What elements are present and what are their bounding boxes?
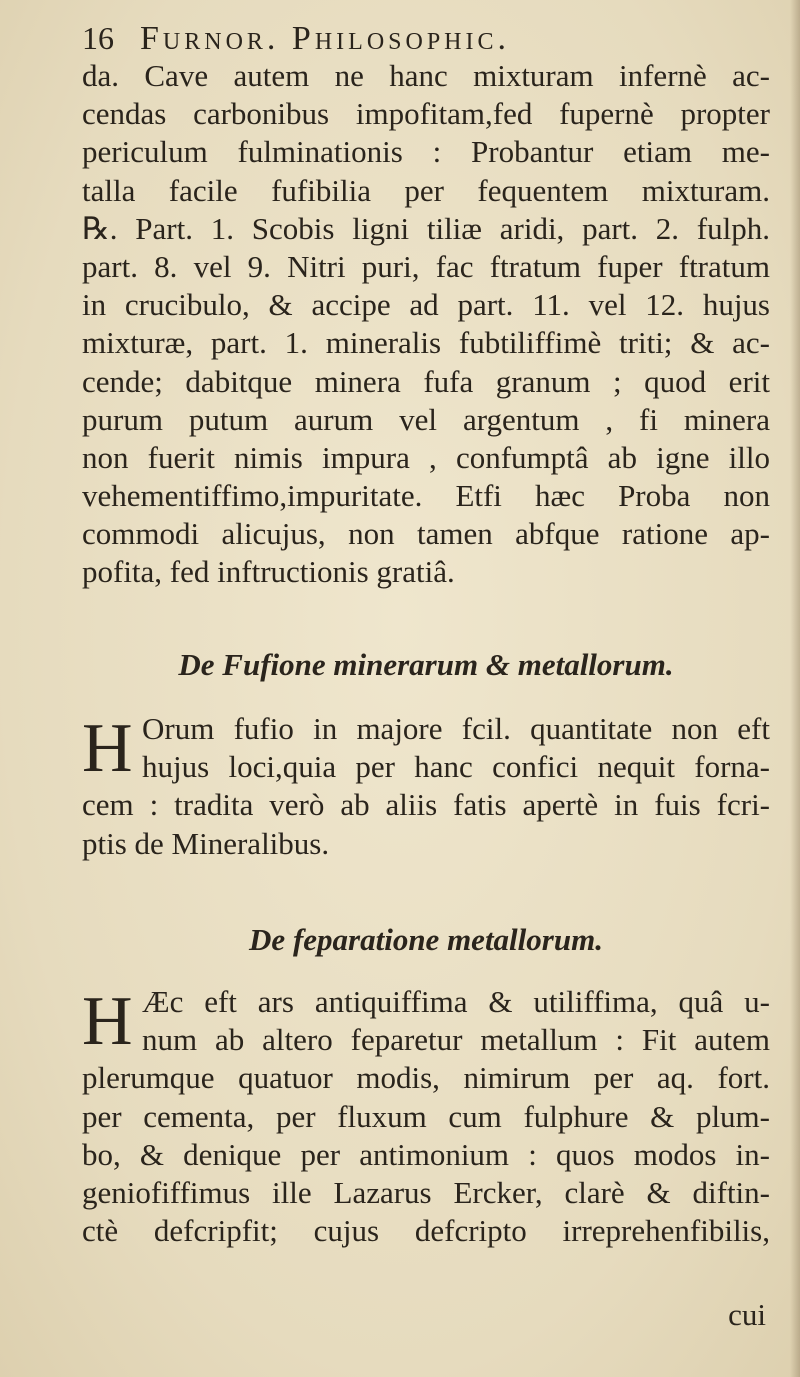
drop-cap: H [82,710,133,787]
text-line: cem : tradita verò ab aliis fatis apertè in fuis fcri- [82,787,770,823]
text-line: geniofiffimus ille Lazarus Ercker, clarè & diftin- [82,1174,770,1210]
drop-cap: H [82,983,133,1060]
text-line: Æc eft ars antiquiffima & utiliffima, quâ u- [142,984,770,1019]
text-line: ℞. Part. 1. Scobis ligni tiliæ aridi, part. 2. fulph. [82,210,770,246]
paragraph-1 [82,57,770,592]
text-line: non fuerit nimis impura , confumptâ ab igne illo [82,439,770,475]
text-line: num ab altero feparetur metallum : Fit autem [142,1022,770,1058]
text-line: pofita, fed inftructionis gratiâ. [82,554,455,590]
text-line: purum putum aurum vel argentum , fi minera [82,401,770,437]
running-title: Furnor. Philosophic. [140,20,511,57]
catchword: cui [728,1297,766,1332]
text-line: part. 8. vel 9. Nitri puri, fac ftratum fuper ftratum [82,248,770,284]
text-line: plerumque quatuor modis, nimirum per aq. fort. [82,1060,770,1096]
text-line: commodi alicujus, non tamen abfque ratione ap- [82,516,770,552]
page-number: 16 [82,20,114,56]
paragraph-2 [82,710,770,863]
text-line: ctè defcripfit; cujus defcripto irreprehenfibilis, [82,1213,770,1249]
paragraph-3 [82,983,770,1250]
text-line: bo, & denique per antimonium : quos modos in- [82,1136,770,1172]
text-line: talla facile fufibilia per fequentem mixturam. [82,172,770,208]
text-line: Orum fufio in majore fcil. quantitate non eft [142,711,770,746]
text-line: da. Cave autem ne hanc mixturam infernè ac- [82,58,770,93]
text-line: per cementa, per fluxum cum fulphure & plum- [82,1098,770,1134]
running-head [82,20,722,62]
text-line: in crucibulo, & accipe ad part. 11. vel 12. hujus [82,287,770,323]
text-line: periculum fulminationis : Probantur etiam me- [82,134,770,170]
text-line: vehementiffimo,impuritate. Etfi hæc Proba non [82,478,770,514]
text-line: cendas carbonibus impofitam,fed fupernè propter [82,96,770,132]
section-heading-separation: De feparatione metallorum. [249,922,603,957]
text-line: hujus loci,quia per hanc confici nequit forna- [142,749,770,785]
text-line: mixturæ, part. 1. mineralis fubtiliffimè triti; & ac- [82,325,770,361]
section-heading-fusion: De Fufione minerarum & metallorum. [178,647,674,682]
text-line: cende; dabitque minera fufa granum ; quod erit [82,363,770,399]
text-line: ptis de Mineralibus. [82,825,330,861]
